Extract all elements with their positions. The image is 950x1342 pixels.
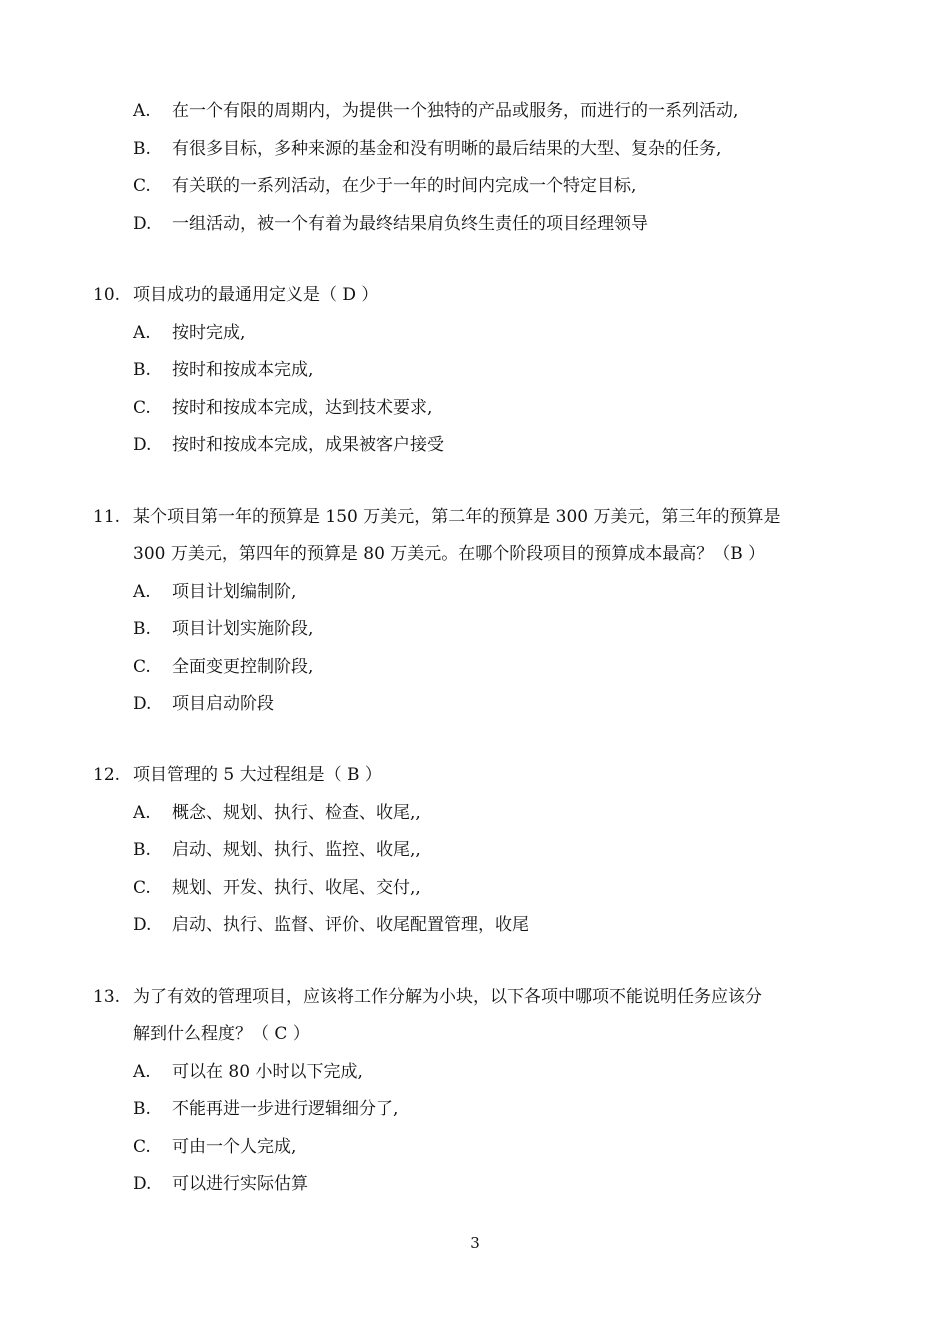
option-label: C. xyxy=(133,657,151,677)
option-text: 按时和按成本完成，成果被客户接受 xyxy=(172,435,444,455)
question-text: 解到什么程度？（ C ） xyxy=(133,1024,310,1044)
option-text: 项目计划编制阶, xyxy=(172,582,297,602)
option-label: D. xyxy=(133,694,152,714)
option-label: B. xyxy=(133,1099,151,1119)
option-label: D. xyxy=(133,435,152,455)
option-text: 不能再进一步进行逻辑细分了, xyxy=(172,1099,399,1119)
option-label: A. xyxy=(133,1062,151,1082)
question-text: 项目管理的 5 大过程组是（ B ） xyxy=(133,765,382,785)
question-number: 12. xyxy=(93,765,121,785)
option-text: 可以在 80 小时以下完成, xyxy=(172,1062,363,1082)
option-text: 按时和按成本完成, xyxy=(172,360,314,380)
option-text: 一组活动，被一个有着为最终结果肩负终生责任的项目经理领导 xyxy=(172,214,648,234)
option-label: C. xyxy=(133,878,151,898)
option-label: B. xyxy=(133,840,151,860)
option-label: D. xyxy=(133,915,152,935)
question-number: 11. xyxy=(93,507,121,527)
option-label: D. xyxy=(133,1174,152,1194)
option-label: B. xyxy=(133,360,151,380)
option-text: 可由一个人完成, xyxy=(172,1137,297,1157)
option-text: 可以进行实际估算 xyxy=(172,1174,308,1194)
option-text: 规划、开发、执行、收尾、交付,, xyxy=(172,878,421,898)
option-text: 项目计划实施阶段, xyxy=(172,619,314,639)
question-text: 300 万美元，第四年的预算是 80 万美元。在哪个阶段项目的预算成本最高？（B ） xyxy=(133,544,766,564)
question-text: 某个项目第一年的预算是 150 万美元，第二年的预算是 300 万美元，第三年的预算是 xyxy=(133,507,781,527)
option-text: 启动、执行、监督、评价、收尾配置管理，收尾 xyxy=(172,915,529,935)
option-label: C. xyxy=(133,1137,151,1157)
option-label: A. xyxy=(133,101,151,121)
option-text: 按时和按成本完成，达到技术要求, xyxy=(172,398,433,418)
page-number: 3 xyxy=(470,1234,480,1252)
question-number: 10. xyxy=(93,285,121,305)
option-text: 项目启动阶段 xyxy=(172,694,274,714)
option-text: 全面变更控制阶段, xyxy=(172,657,314,677)
option-label: D. xyxy=(133,214,152,234)
option-label: B. xyxy=(133,619,151,639)
question-number: 13. xyxy=(93,987,121,1007)
question-text: 为了有效的管理项目，应该将工作分解为小块，以下各项中哪项不能说明任务应该分 xyxy=(133,987,762,1007)
option-text: 有关联的一系列活动，在少于一年的时间内完成一个特定目标, xyxy=(172,176,637,196)
question-text: 项目成功的最通用定义是（ D ） xyxy=(133,285,379,305)
option-label: A. xyxy=(133,323,151,343)
option-text: 概念、规划、执行、检查、收尾,, xyxy=(172,803,421,823)
option-label: B. xyxy=(133,139,151,159)
option-text: 启动、规划、执行、监控、收尾,, xyxy=(172,840,421,860)
option-text: 在一个有限的周期内，为提供一个独特的产品或服务，而进行的一系列活动, xyxy=(172,101,739,121)
option-label: A. xyxy=(133,582,151,602)
option-text: 有很多目标，多种来源的基金和没有明晰的最后结果的大型、复杂的任务, xyxy=(172,139,722,159)
option-label: C. xyxy=(133,398,151,418)
option-text: 按时完成, xyxy=(172,323,246,343)
option-label: C. xyxy=(133,176,151,196)
option-label: A. xyxy=(133,803,151,823)
